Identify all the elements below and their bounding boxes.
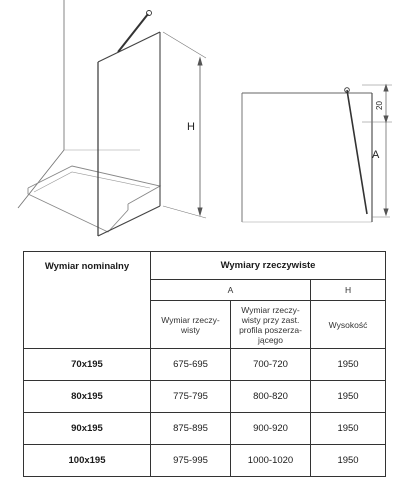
profile-cell: 700-720	[231, 349, 311, 381]
group-a-header: A	[151, 280, 311, 301]
profile-cell: 800-820	[231, 381, 311, 413]
table-row	[24, 381, 386, 413]
perspective-drawing	[18, 0, 206, 236]
nominal-cell: 70x195	[24, 349, 151, 381]
col-profile-header: Wymiar rzeczy- wisty przy zast. profila poszerza- jącego	[231, 301, 311, 349]
col-height-header: Wysokość	[311, 301, 386, 349]
profile-cell: 900-920	[231, 413, 311, 445]
side-view-drawing	[242, 85, 392, 222]
nominal-cell: 100x195	[24, 445, 151, 477]
table-row	[24, 445, 386, 477]
height-dimension-label: H	[187, 121, 195, 133]
depth-dimension-label: A	[372, 149, 380, 161]
actual-cell: 975-995	[151, 445, 231, 477]
small-dimension-label: 20	[375, 101, 384, 110]
nominal-cell: 90x195	[24, 413, 151, 445]
height-cell: 1950	[311, 413, 386, 445]
header-actual: Wymiary rzeczywiste	[151, 252, 386, 280]
technical-drawings	[0, 0, 420, 245]
actual-cell: 875-895	[151, 413, 231, 445]
dimensions-table	[23, 251, 386, 477]
profile-cell: 1000-1020	[231, 445, 311, 477]
nominal-cell: 80x195	[24, 381, 151, 413]
table-row	[24, 349, 386, 381]
height-cell: 1950	[311, 349, 386, 381]
actual-cell: 675-695	[151, 349, 231, 381]
header-nominal: Wymiar nominalny	[24, 252, 151, 349]
height-cell: 1950	[311, 445, 386, 477]
group-h-header: H	[311, 280, 386, 301]
table-row	[24, 413, 386, 445]
col-actual-header: Wymiar rzeczy- wisty	[151, 301, 231, 349]
height-cell: 1950	[311, 381, 386, 413]
actual-cell: 775-795	[151, 381, 231, 413]
